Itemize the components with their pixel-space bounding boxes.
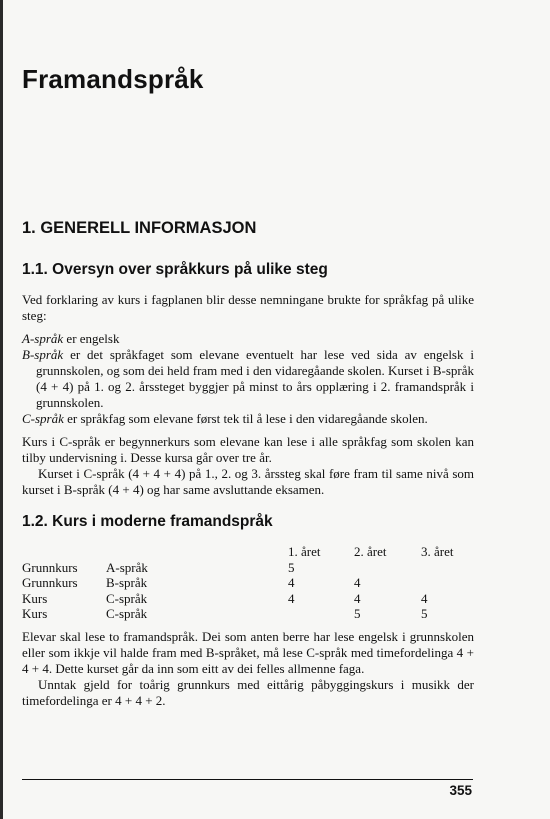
table-header-cell: [106, 544, 288, 560]
section-1-1-body: [22, 292, 474, 498]
definition-a: [22, 331, 474, 347]
table-cell: [421, 560, 471, 576]
table-cell: 5: [288, 559, 295, 575]
definition-b: [22, 347, 474, 411]
definition-text: er engelsk: [63, 331, 120, 346]
table-cell: A-språk: [106, 559, 148, 575]
table-cell: 5: [421, 606, 428, 621]
table-row: [22, 606, 471, 622]
table-cell: [421, 575, 471, 591]
definition-term: C-språk: [22, 411, 64, 426]
paragraph: Kurs i C-språk er begynnerkurs som elevane kan lese i alle språkfag som skolen kan tilby undervisning i. Desse kursa går over tre år.: [22, 434, 474, 465]
table-cell: 5: [354, 606, 361, 621]
table-row: [22, 560, 471, 576]
section-1-2-body: [22, 629, 474, 709]
definition-text: er språkfag som elevane først tek til å lese i den vidaregåande skolen.: [63, 411, 428, 426]
footer-rule: [22, 779, 473, 780]
paragraph: Kurset i C-språk (4 + 4 + 4) på 1., 2. og 3. årssteg skal føre fram til same nivå som kurset i B-språk (4 + 4) og har same avsluttande eksamen.: [22, 466, 474, 497]
table-header-year-1: 1. året: [288, 544, 321, 559]
paragraph: Elevar skal lese to framandspråk. Dei som anten berre har lese engelsk i grunnskolen eller som ikkje vil halde fram med B-språket, må lese C-språk med timefordelinga 4 + 4 + 4. Dette kurset går da inn som eitt av dei felles allmenne faga.: [22, 629, 474, 676]
table-cell: C-språk: [106, 606, 148, 621]
table-row: [22, 591, 471, 607]
definition-term: A-språk: [22, 331, 64, 346]
section-heading-1: 1. GENERELL INFORMASJON: [22, 219, 257, 237]
table-cell: 4: [354, 590, 361, 606]
table-cell: Kurs: [22, 590, 48, 606]
definition-text: er det språkfaget som elevane eventuelt har lese ved sida av engelsk i grunnskolen, og som dei held fram med i den vidaregåande skolen. Kurset i B-språk (4 + 4) på 1. og 2. årssteget byggjer på minst to års opplæring i 2. framandspråk i grunnskolen.: [36, 347, 474, 410]
paragraph: Unntak gjeld for toårig grunnkurs med eittårig påbyggingskurs i musikk der timefordelinga er 4 + 4 + 2.: [22, 677, 474, 708]
table-cell: B-språk: [106, 575, 148, 590]
section-heading-1-1: 1.1. Oversyn over språkkurs på ulike steg: [22, 261, 328, 278]
table-cell: Grunnkurs: [22, 575, 78, 590]
table-cell: C-språk: [106, 590, 148, 606]
section-heading-1-2: 1.2. Kurs i moderne framandspråk: [22, 513, 273, 530]
definition-c: [22, 411, 474, 427]
table-cell: 4: [421, 590, 428, 606]
table-cell: Grunnkurs: [22, 559, 78, 575]
chapter-title: Framandspråk: [22, 64, 204, 94]
table-header-year-3: 3. året: [421, 544, 454, 559]
course-table: [22, 544, 471, 622]
page-number: 355: [449, 783, 472, 798]
table-cell: 4: [288, 590, 295, 606]
table-cell: Kurs: [22, 606, 48, 621]
table-header-row: [22, 544, 471, 560]
table-cell: 4: [288, 575, 295, 590]
intro-paragraph: Ved forklaring av kurs i fagplanen blir desse nemningane brukte for språkfag på ulike steg:: [22, 292, 474, 323]
page-edge: [0, 0, 3, 819]
table-cell: 4: [354, 575, 361, 590]
table-row: [22, 575, 471, 591]
table-header-cell: [22, 544, 106, 560]
table-cell: [354, 560, 421, 576]
table-cell: [288, 606, 354, 622]
table-header-year-2: 2. året: [354, 544, 387, 559]
definition-term: B-språk: [22, 347, 64, 362]
